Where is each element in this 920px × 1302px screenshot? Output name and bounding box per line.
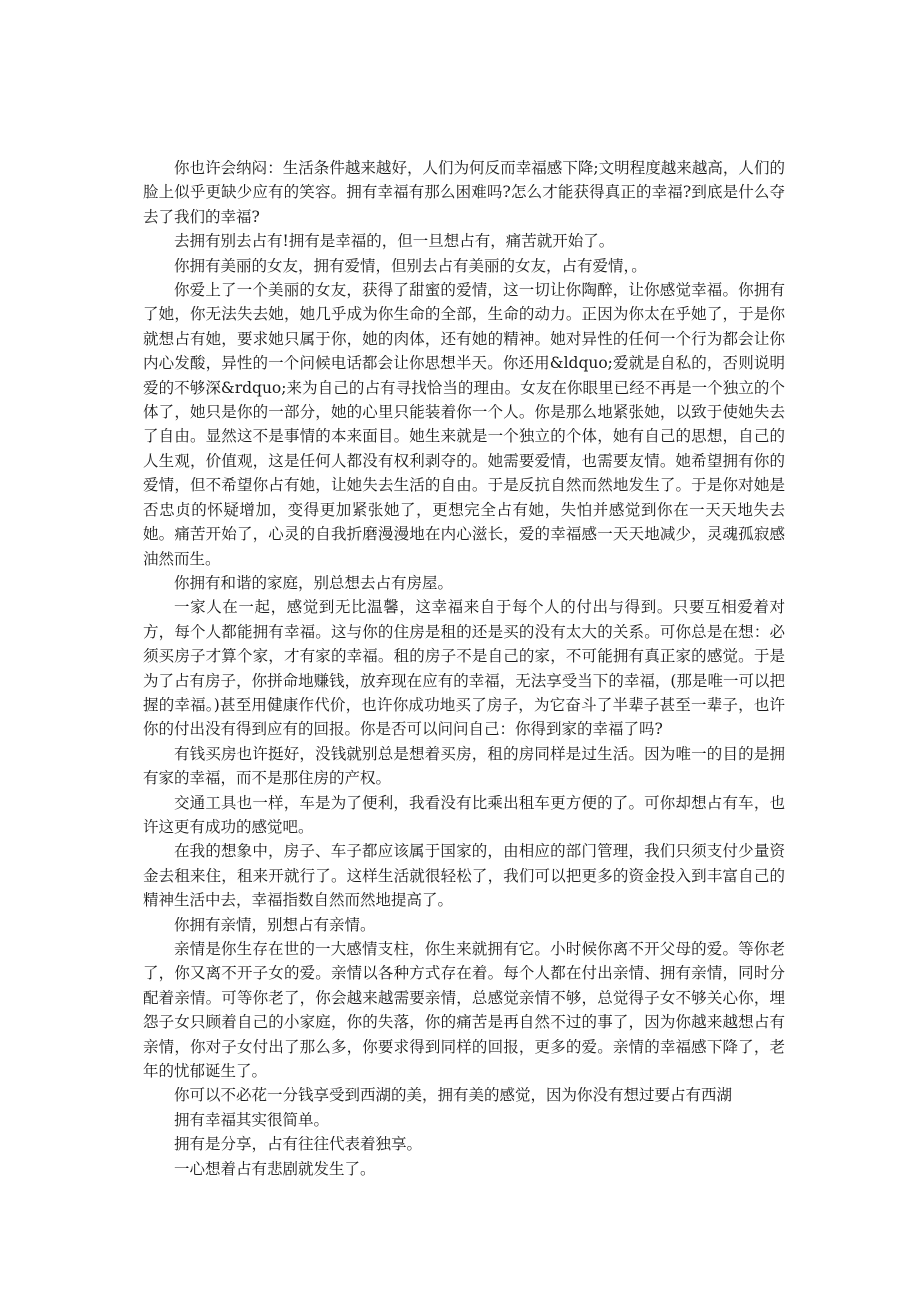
document-body xyxy=(143,156,785,1181)
paragraph: 交通工具也一样，车是为了便利，我看没有比乘出租车更方便的了。可你却想占有车，也许这更有成功的感觉吧。 xyxy=(143,793,785,836)
paragraph: 你拥有亲情，别想占有亲情。 xyxy=(174,915,376,934)
paragraph: 在我的想象中，房子、车子都应该属于国家的，由相应的部门管理，我们只须支付少量资金去租来住，租来开就行了。这样生活就很轻松了，我们可以把更多的资金投入到丰富自己的精神生活中去，幸福指数自然而然地提高了。 xyxy=(143,842,785,910)
paragraph: 你拥有和谐的家庭，别总想去占有房屋。 xyxy=(174,573,454,592)
paragraph: 有钱买房也许挺好，没钱就别总是想着买房，租的房同样是过生活。因为唯一的目的是拥有家的幸福，而不是那住房的产权。 xyxy=(143,744,785,788)
paragraph: 拥有是分享，占有往往代表着独享。 xyxy=(174,1135,423,1154)
paragraph: 你也许会纳闷：生活条件越来越好，人们为何反而幸福感下降;文明程度越来越高，人们的脸上似乎更缺少应有的笑容。拥有幸福有那么困难吗?怎么才能获得真正的幸福?到底是什么夺去了我们的幸福? xyxy=(143,159,785,226)
paragraph: 一心想着占有悲剧就发生了。 xyxy=(174,1159,376,1178)
paragraph: 拥有幸福其实很简单。 xyxy=(174,1110,330,1129)
paragraph: 你可以不必花一分钱享受到西湖的美，拥有美的感觉，因为你没有想过要占有西湖 xyxy=(174,1086,733,1105)
paragraph: 你拥有美丽的女友，拥有爱情，但别去占有美丽的女友，占有爱情，。 xyxy=(174,256,647,275)
paragraph: 你爱上了一个美丽的女友，获得了甜蜜的爱情，这一切让你陶醉，让你感觉幸福。你拥有了她，你无法失去她，她几乎成为你生命的全部，生命的动力。正因为你太在乎她了，于是你就想占有她，要求她只属于你，她的肉体，还有她的精神。她对异性的任何一个行为都会让你内心发酸，异性的一个问候电话都会让你思想半天。你还用&ldquo;爱就是自私的，否则说明爱的不够深&rdquo;来为自己的占有寻找恰当的理由。女友在你眼里已经不再是一个独立的个体了，她只是你的一部分，她的心里只能装着你一个人。你是那么地紧张她，以致于使她失去了自由。显然这不是事情的本来面目。她生来就是一个独立的个体，她有自己的思想，自己的人生观，价值观，这是任何人都没有权利剥夺的。她需要爱情，也需要友情。她希望拥有你的爱情，但不希望你占有她，让她失去生活的自由。于是反抗自然而然地发生了。于是你对她是否忠贞的怀疑增加，变得更加紧张她了，更想完全占有她，失怕并感觉到你在一天天地失去她。痛苦开始了，心灵的自我折磨漫漫地在内心滋长，爱的幸福感一天天地减少，灵魂孤寂感油然而生。 xyxy=(143,281,785,568)
paragraph: 亲情是你生存在世的一大感情支柱，你生来就拥有它。小时候你离不开父母的爱。等你老了，你又离不开子女的爱。亲情以各种方式存在着。每个人都在付出亲情、拥有亲情，同时分配着亲情。可等你老了，你会越来越需要亲情，总感觉亲情不够，总觉得子女不够关心你，埋怨子女只顾着自己的小家庭，你的失落，你的痛苦是再自然不过的事了，因为你越来越想占有亲情，你对子女付出了那么多，你要求得到同样的回报，更多的爱。亲情的幸福感下降了，老年的忧郁诞生了。 xyxy=(143,940,785,1081)
paragraph: 一家人在一起，感觉到无比温馨，这幸福来自于每个人的付出与得到。只要互相爱着对方，每个人都能拥有幸福。这与你的住房是租的还是买的没有太大的关系。可你总是在想：必须买房子才算个家，才有家的幸福。租的房子不是自己的家，不可能拥有真正家的感觉。于是为了占有房子，你拼命地赚钱，放弃现在应有的幸福，无法享受当下的幸福，(那是唯一可以把握的幸福。)甚至用健康作代价，也许你成功地买了房子，为它奋斗了半辈子甚至一辈子，也许你的付出没有得到应有的回报。你是否可以问问自己：你得到家的幸福了吗? xyxy=(143,598,785,739)
paragraph: 去拥有别去占有!拥有是幸福的，但一旦想占有，痛苦就开始了。 xyxy=(174,232,615,251)
